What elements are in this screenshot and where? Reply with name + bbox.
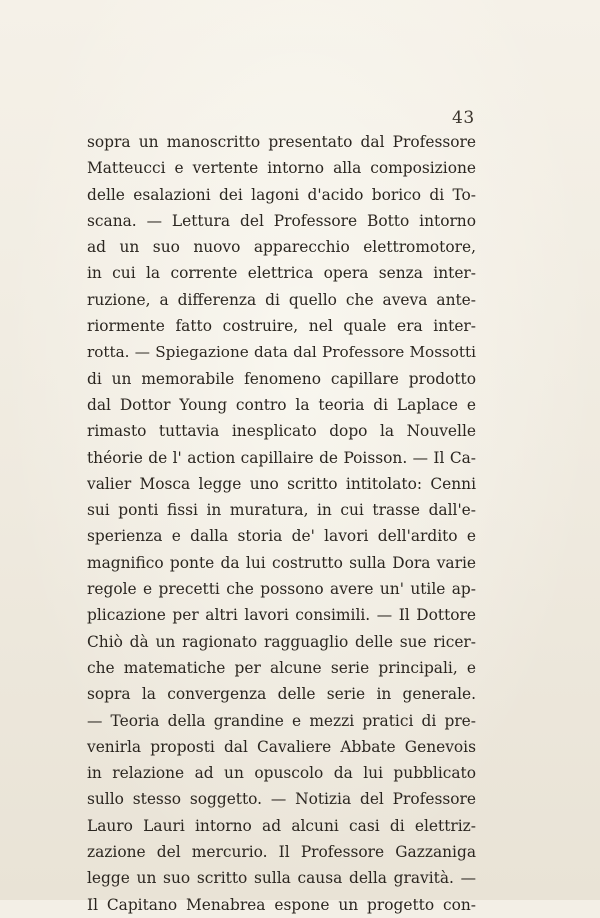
text-line: Il Capitano Menabrea espone un progetto con- bbox=[87, 895, 476, 914]
text-line: rotta. — Spiegazione data dal Professore Mossotti bbox=[87, 343, 476, 362]
text-line: rimasto tuttavia inesplicato dopo la Nouvelle bbox=[87, 422, 476, 441]
text-line: delle esalazioni dei lagoni d'acido borico di To- bbox=[87, 185, 476, 204]
text-line: zazione del mercurio. Il Professore Gazzaniga bbox=[87, 843, 476, 862]
text-line: che matematiche per alcune serie principali, e bbox=[87, 658, 476, 677]
text-line: Matteucci e vertente intorno alla composizione bbox=[87, 159, 476, 178]
text-line: legge un suo scritto sulla causa della gravità. — bbox=[87, 869, 476, 888]
text-line: ad un suo nuovo apparecchio elettromotore, bbox=[87, 238, 476, 257]
text-line: valier Mosca legge uno scritto intitolato: Cenni bbox=[87, 474, 476, 493]
page-number: 43 bbox=[452, 108, 475, 128]
text-line: regole e precetti che possono avere un' utile ap- bbox=[87, 580, 476, 599]
text-line: — Teoria della grandine e mezzi pratici di pre- bbox=[87, 711, 476, 730]
text-line: riormente fatto costruire, nel quale era inter- bbox=[87, 317, 476, 336]
text-line: ruzione, a differenza di quello che aveva ante- bbox=[87, 290, 476, 309]
body-text bbox=[87, 129, 476, 918]
text-line: sui ponti fissi in muratura, in cui trasse dall'e- bbox=[87, 501, 476, 520]
text-line: scana. — Lettura del Professore Botto intorno bbox=[87, 211, 476, 230]
text-line: sopra la convergenza delle serie in generale. bbox=[87, 685, 476, 704]
text-line: in cui la corrente elettrica opera senza inter- bbox=[87, 264, 476, 283]
text-line: sperienza e dalla storia de' lavori dell'ardito e bbox=[87, 527, 476, 546]
text-line: sopra un manoscritto presentato dal Professore bbox=[87, 133, 476, 151]
text-line: théorie de l' action capillaire de Poisson. — Il Ca- bbox=[87, 448, 476, 467]
text-line: Lauro Lauri intorno ad alcuni casi di elettriz- bbox=[87, 816, 476, 835]
text-line: magnifico ponte da lui costrutto sulla Dora varie bbox=[87, 553, 476, 572]
text-line: in relazione ad un opuscolo da lui pubblicato bbox=[87, 764, 476, 783]
text-line: di un memorabile fenomeno capillare prodotto bbox=[87, 369, 476, 388]
text-line: dal Dottor Young contro la teoria di Laplace e bbox=[87, 395, 476, 414]
text-line: venirla proposti dal Cavaliere Abbate Genevois bbox=[87, 737, 476, 756]
text-line: plicazione per altri lavori consimili. — Il Dottore bbox=[87, 606, 476, 625]
text-line: Chiò dà un ragionato ragguaglio delle sue ricer- bbox=[87, 632, 476, 651]
text-line: sullo stesso soggetto. — Notizia del Professore bbox=[87, 790, 476, 809]
